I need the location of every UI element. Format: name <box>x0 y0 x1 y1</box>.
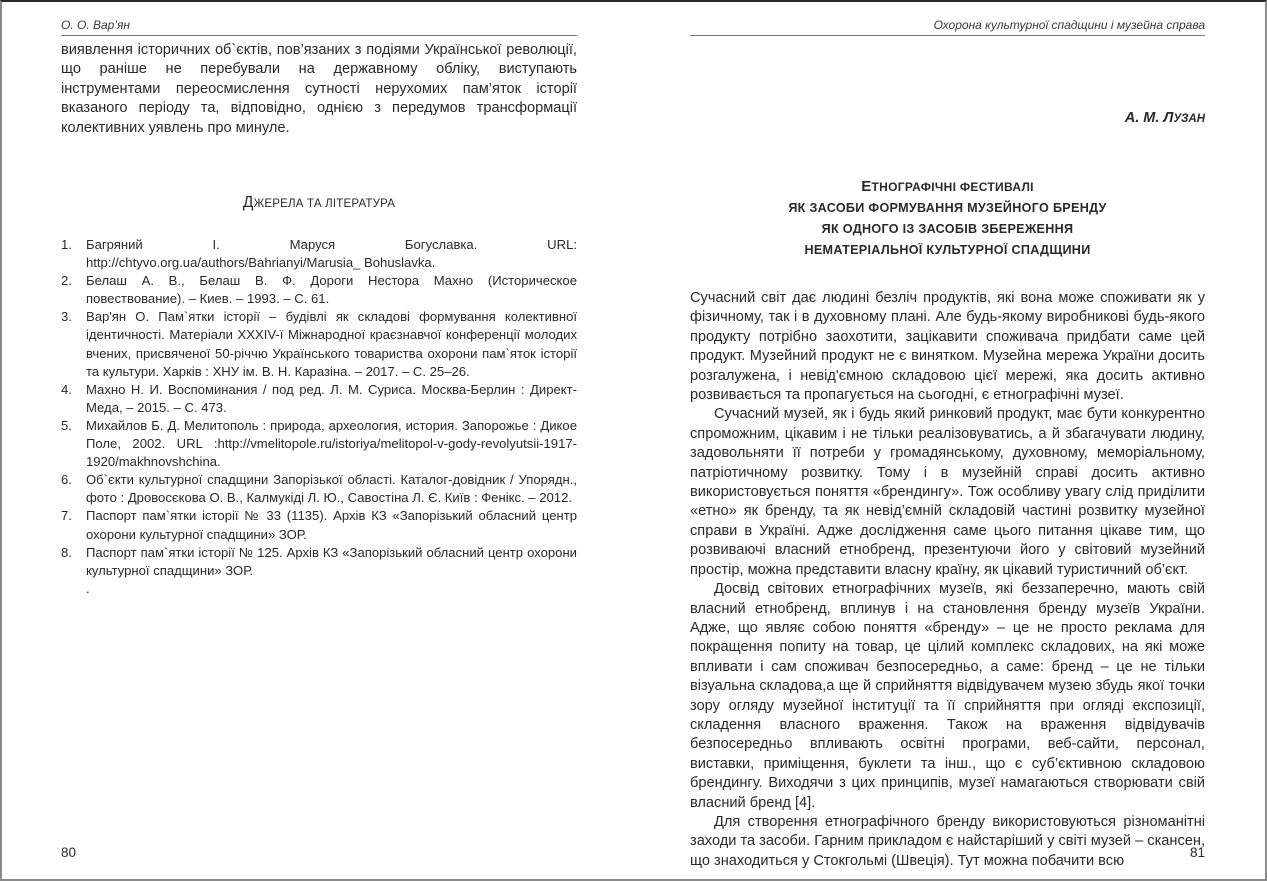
running-head-section: Охорона культурної спадщини і музейна справа <box>690 18 1205 36</box>
reference-item: 8. Паспорт пам`ятки історії № 125. Архів КЗ «Запорізький обласний центр охорони культурної спадщини» ЗОР. <box>61 544 577 578</box>
reference-text: Махно Н. И. Воспоминания / под ред. Л. М. Суриса. Москва-Берлин : Директ-Меда, – 2015. – С. 473. <box>86 381 577 415</box>
references-list <box>61 236 577 598</box>
continuation-paragraph <box>61 41 577 138</box>
reference-item: 2. Белаш А. В., Белаш В. Ф. Дороги Нестора Махно (Историческое повествование). – Киев. – 1993. – С. 61. <box>61 273 577 307</box>
running-head-author: О. О. Вар’ян <box>61 18 577 36</box>
paragraph: Для створення етнографічного бренду використовуються різноманітні заходи та засоби. Гарним прикладом є найстаріший у світі музей – скансен, що знаходиться у Стокгольмі (Швеція). Тут можна побачити всю <box>690 813 1205 869</box>
title-line-2: ЯК ЗАСОБИ ФОРМУВАННЯ МУЗЕЙНОГО БРЕНДУ <box>788 201 1107 215</box>
reference-item: 1. Багряний І. Маруся Богуславка. URL: http://chtyvo.org.ua/authors/Bahrianyi/Marusia_ Bohuslavka. <box>61 237 577 271</box>
title-line-3: ЯК ОДНОГО ІЗ ЗАСОБІВ ЗБЕРЕЖЕННЯ <box>821 222 1074 236</box>
reference-item: 7. Паспорт пам`ятки історії № 33 (1135). Архів КЗ «Запорізький обласний центр охорони культурної спадщини» ЗОР. <box>61 508 577 542</box>
page-number: 80 <box>61 845 77 860</box>
paragraph: виявлення історичних об`єктів, пов’язаних з подіями Української революції, що раніше не перебували на державному обліку, виступають інструментами переосмислення сутності нерухомих пам’яток історії вказаного періоду та, відповідно, однією з передумов трансформації колективних уявлень про минуле. <box>61 42 577 136</box>
title-line-1: ЕТНОГРАФІЧНІ ФЕСТИВАЛІ <box>861 178 1034 195</box>
reference-text: Паспорт пам`ятки історії № 33 (1135). Архів КЗ «Запорізький обласний центр охорони культурної спадщини» ЗОР. <box>86 508 577 542</box>
reference-text: Багряний І. Маруся Богуславка. URL: http://chtyvo.org.ua/authors/Bahrianyi/Marusia_ Bohuslavka. <box>86 237 577 271</box>
trailing-dot: . <box>86 580 90 596</box>
reference-text: Об`єкти культурної спадщини Запорізької області. Каталог-довідник / Упорядн., фото : Дровосєкова О. В., Калмукіді Л. Ю., Савостіна Л. Є. Київ : Фенікс. – 2012. <box>86 472 577 506</box>
paragraph: Досвід світових етнографічних музеїв, які беззаперечно, мають свій власний етнобренд, вплинув і на становлення бренду музеїв України. Адже, що являє собою поняття «бренду» – це не просто реклама для покращення попиту на товар, це цілий комплекс складових, на які може впливати і сам споживач безпосередньо, а саме: бренд – це не тільки візуальна складова,а ще й сприйняття відвідувачем музею збудь якої точки зору огляду музейної інституції та її сприйняття при огляді експозиції, складення власного враження. Також на враження відвідувачів безпосередньо впливають освітні програми, веб-сайти, персонал, виставки, приміщення, буклети та інш., що є суб’єктивною складовою брендингу. Виходячи з цих принципів, музеї намагаються створювати свій власний бренд [4]. <box>690 581 1205 811</box>
page-number: 81 <box>1189 845 1205 860</box>
article-body <box>690 289 1205 871</box>
reference-item: 4. Махно Н. И. Воспоминания / под ред. Л. М. Суриса. Москва-Берлин : Директ-Меда, – 2015. – С. 473. <box>61 381 577 415</box>
reference-text: Белаш А. В., Белаш В. Ф. Дороги Нестора Махно (Историческое повествование). – Киев. – 1993. – С. 61. <box>86 273 577 307</box>
reference-text: Паспорт пам`ятки історії № 125. Архів КЗ «Запорізький обласний центр охорони культурної спадщини» ЗОР. <box>86 544 577 578</box>
reference-text: Михайлов Б. Д. Мелитополь : природа, археология, история. Запорожье : Дикое Поле, 2002. URL :http://vmelitopole.ru/istoriya/melitopol-v-gody-revolyutsii-1917-1920/makhnovshchina. <box>86 417 577 470</box>
reference-item: 3. Вар'ян О. Пам`ятки історії – будівлі як складові формування колективної ідентичності. Матеріали ХХХIV-ї Міжнародної краєзнавчої конференції молодих вчених, присвяченої 50-річчю Українського товариства охорони пам`яток історії та культури. Харків : ХНУ ім. В. Н. Каразіна. – 2017. – С. 25–26. <box>61 309 577 379</box>
references-heading: ДЖЕРЕЛА ТА ЛІТЕРАТУРА <box>242 194 396 211</box>
paragraph: Сучасний світ дає людині безліч продуктів, які вона може споживати як у фізичному, так і в духовному плані. Але будь-якому виробникові будь-якого продукту потрібно заохотити, зацікавити споживача придбати саме цей продукт. Музейний продукт не є винятком. Музейна мережа України досить розгалужена, і невід'ємною складовою цієї мережі, яка досить активно розвивається та пропагується на сьогодні, є етнографічні музеї. <box>690 290 1205 404</box>
reference-item: 6. Об`єкти культурної спадщини Запорізької області. Каталог-довідник / Упорядн., фото : Дровосєкова О. В., Калмукіді Л. Ю., Савостіна Л. Є. Київ : Фенікс. – 2012. <box>61 472 577 506</box>
paragraph: Сучасний музей, як і будь який ринковий продукт, має бути конкурентно спроможним, цікавим і не тільки реалізовуватись, а й збагачувати людину, задовольняти її потреби у громадянському, духовному, меморіальному, патріотичному розвитку. Тому і в музейній справі досить активно використовується поняття «брендингу». Тож особливу увагу слід приділити «етно» як бренду, та як невід’ємній складовій частині розвитку музейної справи в Україні. Адже дослідження саме цього питання цікаве тим, що розвиваючі власний етнобренд, презентуючи його у світовий музейний простір, можна представити власну країну, як цікавий туристичний об’єкт. <box>690 406 1205 578</box>
reference-item: 5. Михайлов Б. Д. Мелитополь : природа, археология, история. Запорожье : Дикое Поле, 2002. URL :http://vmelitopole.ru/istoriya/melitopol-v-gody-revolyutsii-1917-1920/makhnovshchina. <box>61 417 577 470</box>
reference-text: Вар'ян О. Пам`ятки історії – будівлі як складові формування колективної ідентичності. Матеріали ХХХIV-ї Міжнародної краєзнавчої конференції молодих вчених, присвяченої 50-річчю Українського товариства охорони пам`яток історії та культури. Харків : ХНУ ім. В. Н. Каразіна. – 2017. – С. 25–26. <box>86 309 577 379</box>
title-line-4: НЕМАТЕРІАЛЬНОЇ КУЛЬТУРНОЇ СПАДЩИНИ <box>804 243 1091 257</box>
article-author: А. М. ЛУЗАН <box>1124 110 1205 126</box>
article-title <box>690 176 1205 261</box>
